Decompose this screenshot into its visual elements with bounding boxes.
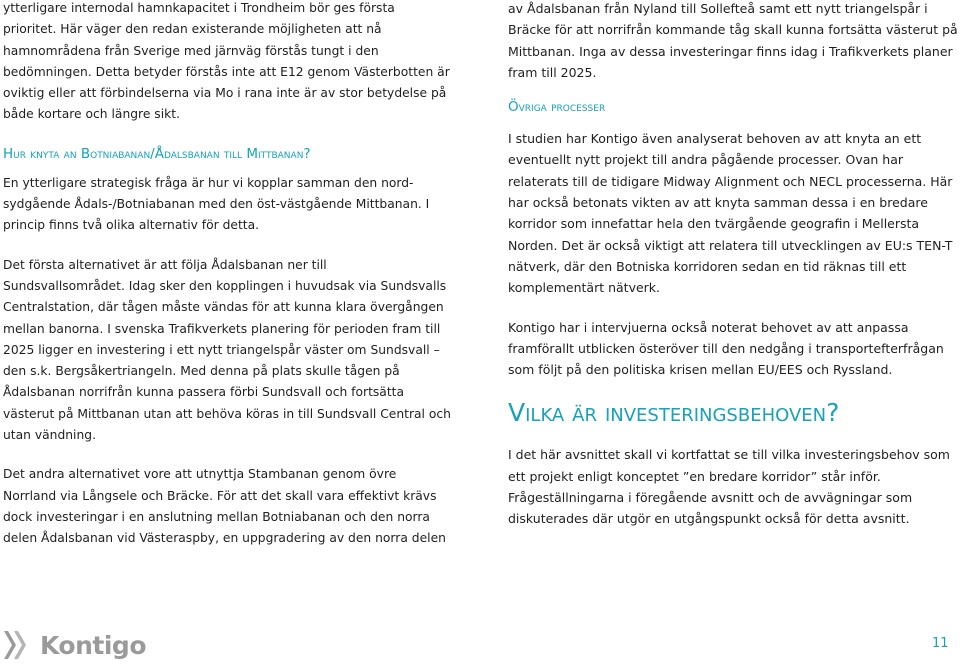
paragraph-continued: av Ådalsbanan från Nyland till Sollefteå samt ett nytt triangelspår i Bräcke för att norrifrån kommande tåg skall kunna fortsätta västerut på Mittbanan. Inga av dessa investeringar finns idag i Trafikverkets planer fram till 2025. [508,1,958,80]
right-column [508,0,958,530]
paragraph-investment-intro: I det här avsnittet skall vi kortfattat se till vilka investeringsbehov som ett projekt enligt konceptet ”en bredare korridor” står inför. Frågeställningarna i föregående avsnitt och de avvägningar som diskuterades där utgör en utgångspunkt också för detta avsnitt. [508,447,950,527]
paragraph-first-alternative: Det första alternativet är att följa Ådalsbanan ner till Sundsvallsområdet. Idag sker den kopplingen i huvudsak via Sundsvalls Centralstation, där tågen måste vändas för att kunna klara övergången mellan banorna. I svenska Trafikverkets planering för perioden fram till 2025 ligger en investering i ett nytt triangelspår väster om Sundsvall – den s.k. Bergsåkertriangeln. Med denna på plats skulle tågen på Ådalsbanan norrifrån kunna passera förbi Sundsvall och fortsätta västerut på Mittbanan utan att behöva köras in till Sundsvall Central och utan vändning. [3,257,451,443]
heading-investment-needs: Vilka är investeringsbehoven? [508,398,840,428]
page-number: 11 [932,636,949,651]
paragraph-other-processes: I studien har Kontigo även analyserat behoven av att knyta an ett eventuellt nytt projekt till andra pågående processer. Ovan har relaterats till de tidigare Midway Alignment och NECL processerna. Här har också betonats vikten av att knyta samman dessa i en bredare korridor som innefattar hela den tvärgående geografin i Mellersta Norden. Det är också viktigt att relatera till utvecklingen av EU:s TEN-T nätverk, där den Botniska korridoren sedan en tid räknas till ett komplementärt nätverk. [508,131,953,296]
kontigo-logo [4,628,146,662]
left-column [3,0,451,550]
paragraph-interviews: Kontigo har i intervjuerna också noterat behovet av att anpassa framförallt utblicken österöver till den nedgång i transportefterfrågan som följt på den politiska krisen mellan EU/EES och Ryssland. [508,319,944,378]
heading-other-processes: Övriga processer [508,99,606,116]
paragraph-second-alternative: Det andra alternativet vore att utnyttja Stambanan genom övre Norrland via Långsele och Bräcke. För att det skall vara effektivt krävs dock investeringar i en anslutning mellan Botniabanan och den norra delen Ådalsbanan vid Västeraspby, en uppgradering av den norra delen [3,467,446,546]
paragraph-strategic-question: En ytterligare strategisk fråga är hur vi kopplar samman den nord-sydgående Ådals-/Botniabanan med den öst-västgående Mittbanan. I princip finns två olika alternativ för detta. [3,175,430,233]
kontigo-logo-icon [4,629,32,661]
kontigo-logo-text: Kontigo [40,630,146,660]
paragraph-intro: ytterligare internodal hamnkapacitet i Trondheim bör ges första prioritet. Här väger den redan existerande möjligheten att nå hamnområdena från Sverige med järnväg förstås tungt i den bedömningen. Detta betyder förstås inte att E12 genom Västerbotten är oviktig eller att förbindelserna via Mo i rana inte är av stor betydelse på både kortare och längre sikt. [3,1,450,122]
heading-link-lines: Hur knyta an Botniabanan/Ådalsbanan till Mittbanan? [3,145,311,162]
